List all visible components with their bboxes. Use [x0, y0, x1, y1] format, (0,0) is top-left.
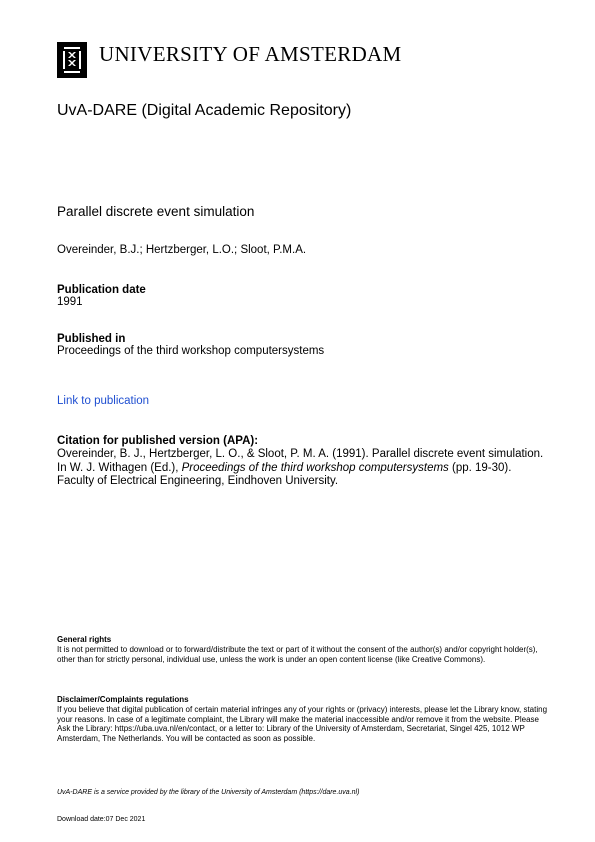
citation-text [57, 448, 547, 489]
citation-part-1: Overeinder, B. J., Hertzberger, L. O., & Sloot, P. M. A. (1991). Parallel discrete event simulation. In W. J. Withagen (Ed.), [57, 448, 544, 474]
uva-crest-icon [57, 42, 87, 78]
citation-italic-title: Proceedings of the third workshop computersystems [181, 461, 449, 474]
published-in-value: Proceedings of the third workshop computersystems [57, 345, 325, 357]
service-note: UvA-DARE is a service provided by the library of the University of Amsterdam (https://dare.uva.nl) [57, 789, 360, 796]
citation-part-2: (pp. 19-30). Faculty of Electrical Engineering, Eindhoven University. [57, 461, 512, 487]
link-to-publication[interactable]: Link to publication [57, 395, 150, 407]
disclaimer-heading: Disclaimer/Complaints regulations [57, 695, 189, 704]
repository-title: UvA-DARE (Digital Academic Repository) [57, 102, 352, 119]
general-rights-heading: General rights [57, 635, 112, 644]
publication-date-label: Publication date [57, 284, 146, 296]
university-name: UNIVERSITY OF AMSTERDAM [99, 42, 402, 66]
general-rights-text: It is not permitted to download or to forward/distribute the text or part of it without the consent of the author(s) and/or copyright holder(s), other than for strictly personal, individual use, unless the work is under an open content license (like Creative Commons). [57, 645, 538, 664]
publication-title: Parallel discrete event simulation [57, 204, 255, 219]
disclaimer-text: If you believe that digital publication of certain material infringes any of your rights or (privacy) interests, please let the Library know, stating your reasons. In case of a legitimate complaint, the Library will make the material inaccessible and/or remove it from the website. Please Ask the Library: https://uba.uva.nl/en/contact, or a letter to: Library of the University of Amsterdam, Secretariat, Singel 425, 1012 WP Amsterdam, The Netherlands. You will be contacted as soon as possible. [57, 705, 548, 743]
publication-date-value: 1991 [57, 296, 83, 308]
authors: Overeinder, B.J.; Hertzberger, L.O.; Sloot, P.M.A. [57, 244, 307, 256]
citation-label: Citation for published version (APA): [57, 435, 259, 447]
download-date: Download date:07 Dec 2021 [57, 816, 146, 823]
published-in-label: Published in [57, 333, 126, 345]
